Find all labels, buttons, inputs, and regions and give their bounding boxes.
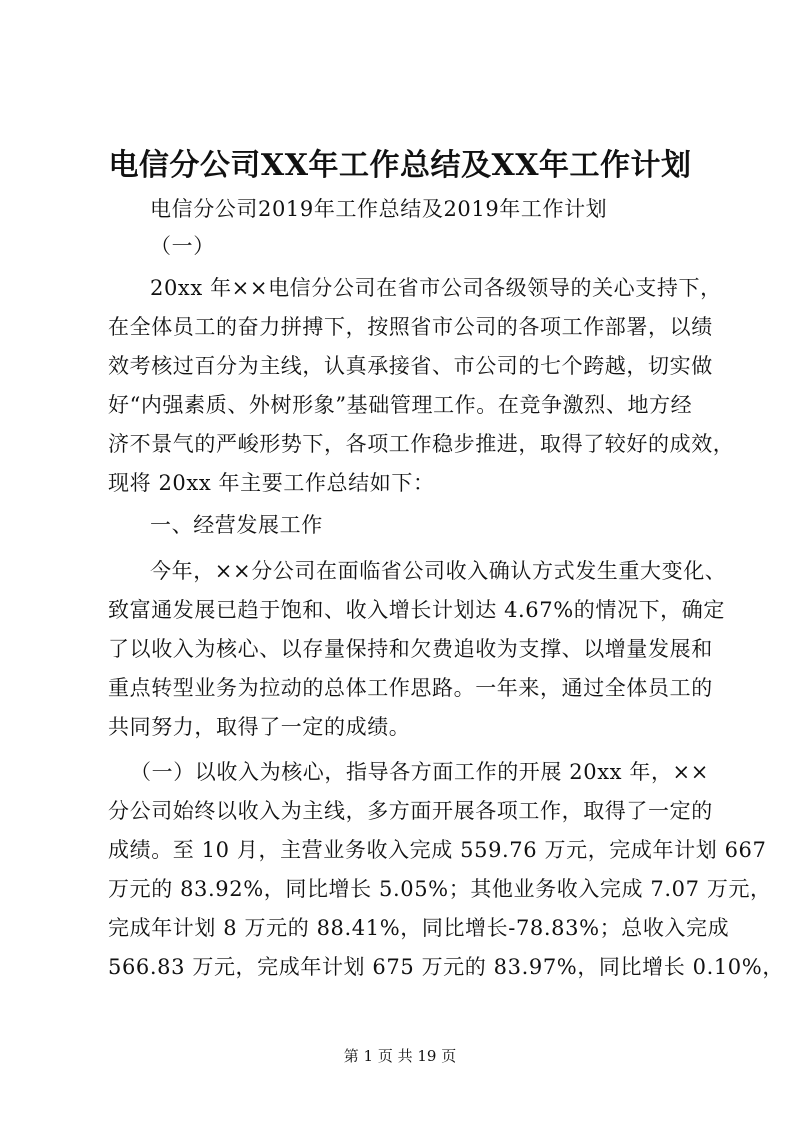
paragraph-line: 效考核过百分为主线，认真承接省、市公司的七个跨越，切实做: [108, 354, 713, 378]
paragraph-line: 现将 20xx 年主要工作总结如下：: [108, 471, 435, 495]
paragraph-line: 共同努力，取得了一定的成绩。: [108, 715, 411, 739]
paragraph-line: 了以收入为核心、以存量保持和欠费追收为支撑、以增量发展和: [108, 637, 713, 661]
page-indicator: 第 1 页 共 19 页: [343, 1047, 457, 1065]
paragraph-line: 20xx 年××电信分公司在省市公司各级领导的关心支持下，: [150, 276, 722, 300]
paragraph-line: 济不景气的严峻形势下，各项工作稳步推进，取得了较好的成效，: [108, 432, 735, 456]
paragraph-line: 好“内强素质、外树形象”基础管理工作。在竞争激烈、地方经: [108, 393, 693, 417]
document-subtitle: 电信分公司2019年工作总结及2019年工作计划: [150, 197, 608, 221]
paragraph-line: 在全体员工的奋力拼搏下，按照省市公司的各项工作部署，以绩: [108, 315, 713, 339]
paragraph-line: 566.83 万元，完成年计划 675 万元的 83.97%，同比增长 0.10%，: [108, 955, 784, 979]
paragraph-line: （一）以收入为核心，指导各方面工作的开展 20xx 年，××: [130, 760, 709, 784]
section-heading: 一、经营发展工作: [150, 513, 323, 537]
part-marker: （一）: [150, 234, 215, 258]
paragraph-line: 成绩。至 10 月，主营业务收入完成 559.76 万元，完成年计划 667: [108, 838, 767, 862]
paragraph-line: 致富通发展已趋于饱和、收入增长计划达 4.67%的情况下，确定: [108, 598, 725, 622]
paragraph-line: 重点转型业务为拉动的总体工作思路。一年来，通过全体员工的: [108, 676, 713, 700]
paragraph-line: 今年，××分公司在面临省公司收入确认方式发生重大变化、: [150, 559, 727, 583]
paragraph-line: 完成年计划 8 万元的 88.41%，同比增长-78.83%；总收入完成: [108, 916, 730, 940]
paragraph-line: 万元的 83.92%，同比增长 5.05%；其他业务收入完成 7.07 万元，: [108, 877, 772, 901]
document-title: 电信分公司XX年工作总结及XX年工作计划: [108, 148, 692, 183]
paragraph-line: 分公司始终以收入为主线，多方面开展各项工作，取得了一定的: [108, 799, 713, 823]
